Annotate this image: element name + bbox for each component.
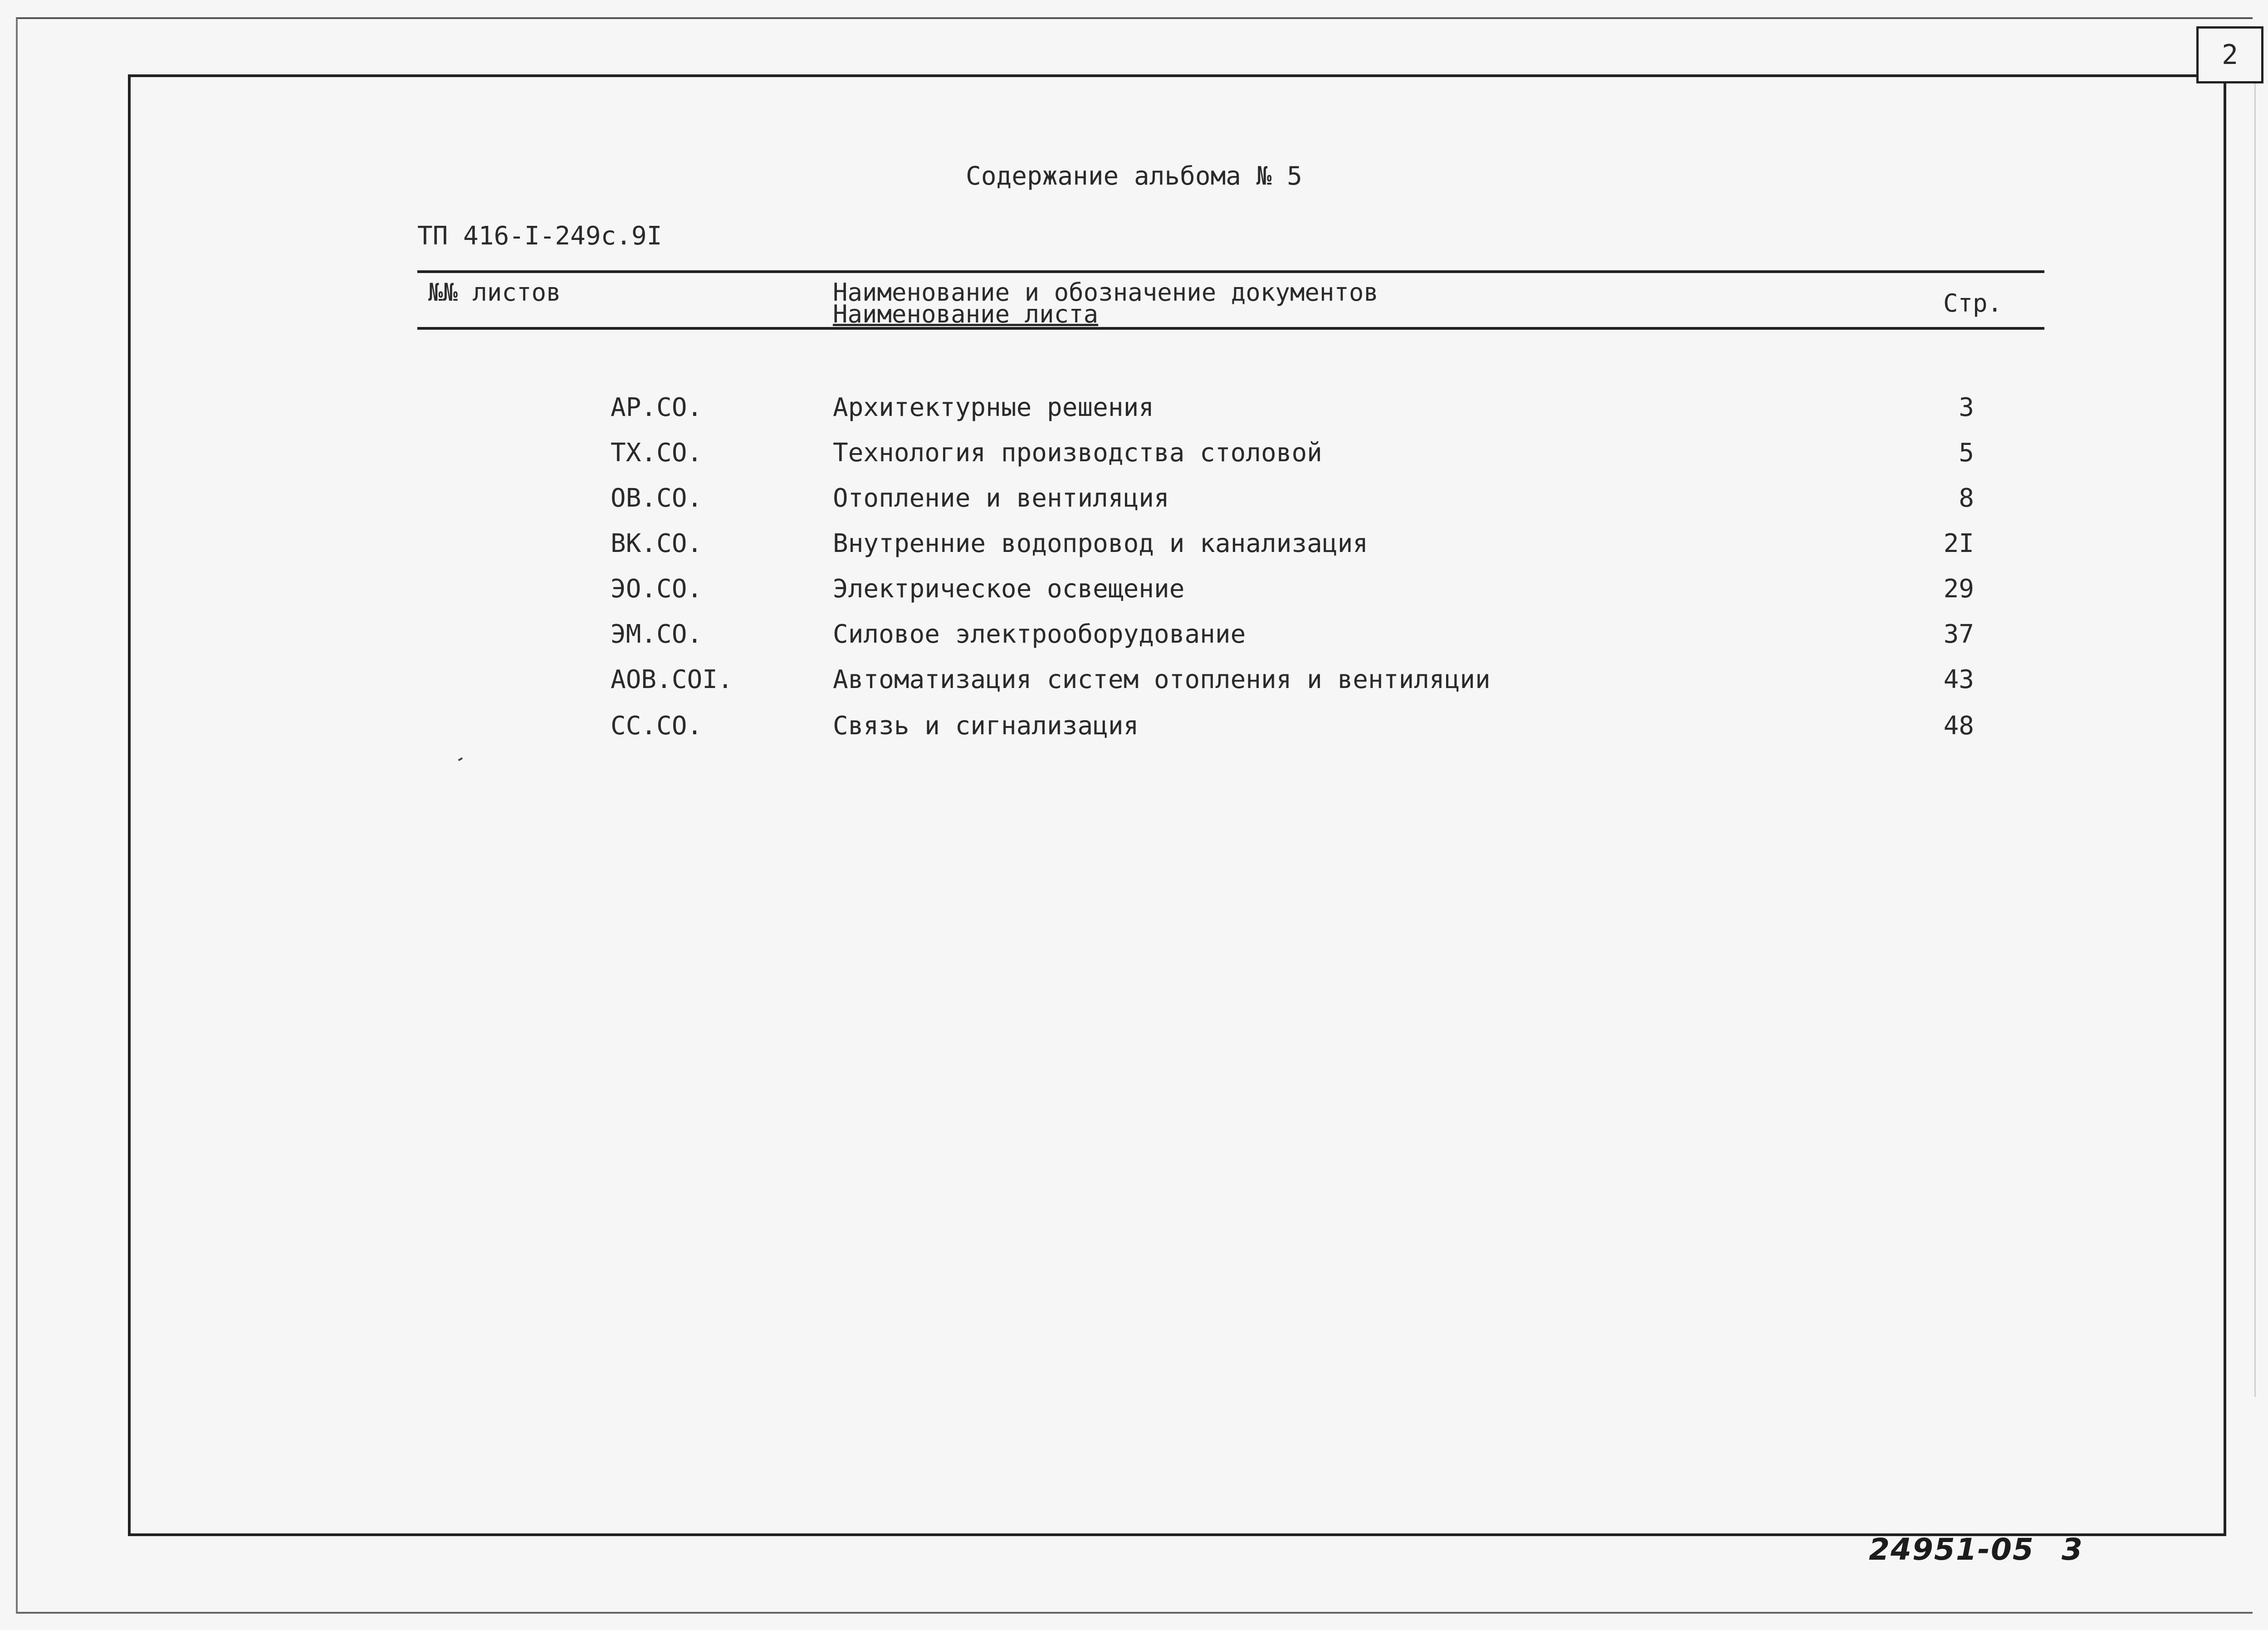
row-code: ОВ.СО. xyxy=(611,483,703,513)
row-name: Связь и сигнализация xyxy=(833,711,1139,741)
row-code: ЭО.СО. xyxy=(611,574,703,604)
row-page: 5 xyxy=(1959,438,1974,468)
table-row xyxy=(0,483,2268,514)
row-code: СС.СО. xyxy=(611,711,703,741)
stamp-code: 24951-05 xyxy=(1869,1532,2034,1567)
table-row xyxy=(0,437,2268,469)
sheet-number: 2 xyxy=(2221,39,2239,71)
table-header-bottom-rule xyxy=(417,327,2044,330)
row-page: 2I xyxy=(1943,529,1974,558)
row-code: ЭМ.СО. xyxy=(611,620,703,649)
row-name: Внутренние водопровод и канализация xyxy=(833,529,1369,558)
header-sheets: №№ листов xyxy=(428,278,561,307)
row-name: Отопление и вентиляция xyxy=(833,483,1169,513)
row-code: АР.СО. xyxy=(611,393,703,422)
row-page: 3 xyxy=(1959,393,1974,422)
row-name: Технология производства столовой xyxy=(833,438,1322,468)
row-name: Силовое электрооборудование xyxy=(833,620,1246,649)
sheet-number-box xyxy=(2196,26,2263,83)
row-code: ТХ.СО. xyxy=(611,438,703,468)
stamp-page: 3 xyxy=(2061,1532,2083,1567)
table-row xyxy=(0,664,2268,696)
row-name: Электрическое освещение xyxy=(833,574,1185,604)
header-page: Стр. xyxy=(1943,289,2003,317)
inventory-stamp xyxy=(1869,1532,2083,1567)
table-row xyxy=(0,392,2268,424)
row-code: ВК.СО. xyxy=(611,529,703,558)
header-name-sheet: Наименование листа xyxy=(833,300,1099,328)
table-row xyxy=(0,528,2268,560)
table-header-top-rule xyxy=(417,270,2044,273)
row-page: 29 xyxy=(1943,574,1974,604)
header-name-documents: Наименование и обозначение документов xyxy=(833,278,1378,307)
table-row xyxy=(0,619,2268,650)
row-page: 43 xyxy=(1943,665,1974,694)
row-page: 37 xyxy=(1943,620,1974,649)
table-row xyxy=(0,573,2268,605)
row-code: АОВ.СОI. xyxy=(611,665,733,694)
table-row xyxy=(0,710,2268,742)
row-name: Архитектурные решения xyxy=(833,393,1154,422)
project-code: ТП 416-I-249с.9I xyxy=(417,221,662,251)
row-page: 8 xyxy=(1959,483,1974,513)
document-title: Содержание альбома № 5 xyxy=(966,161,1302,191)
row-name: Автоматизация систем отопления и вентиляции xyxy=(833,665,1491,694)
row-page: 48 xyxy=(1943,711,1974,741)
